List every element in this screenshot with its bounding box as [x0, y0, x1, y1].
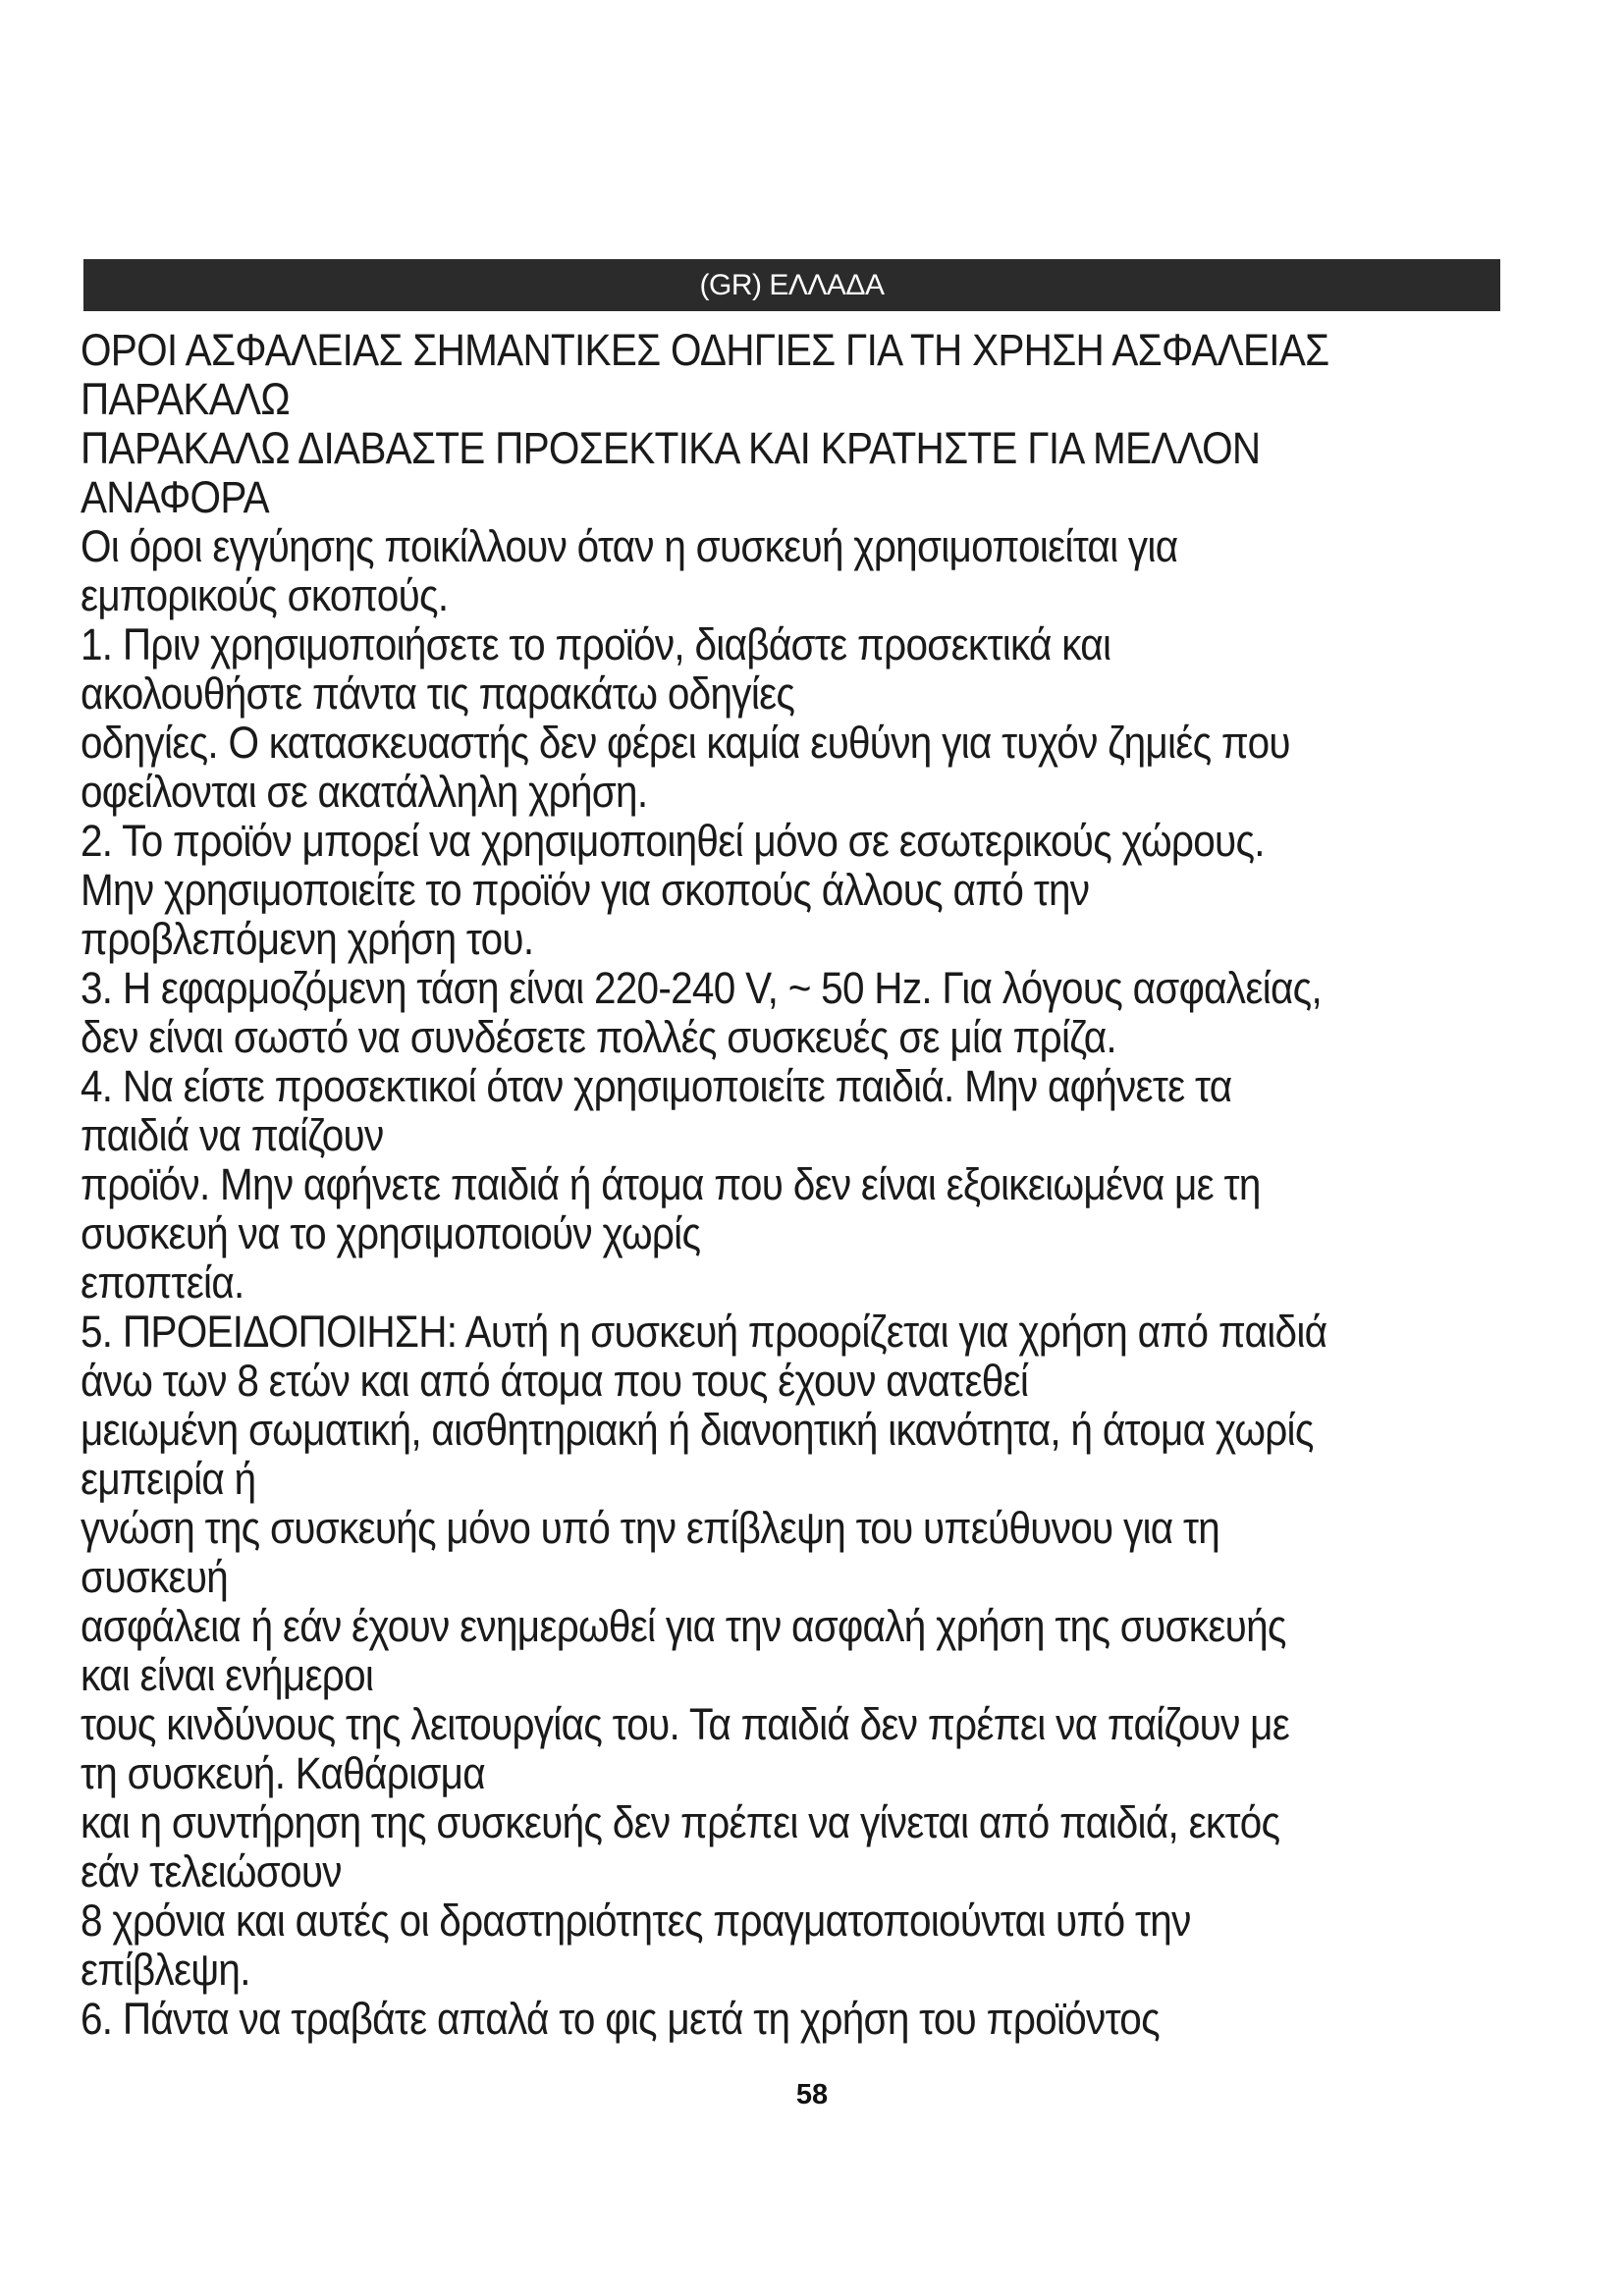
text-line: ΠΑΡΑΚΑΛΩ ΔΙΑΒΑΣΤΕ ΠΡΟΣΕΚΤΙΚΑ ΚΑΙ ΚΡΑΤΗΣΤΕ ΓΙΑ ΜΕΛΛΟΝ [81, 423, 1261, 473]
text-line: οφείλονται σε ακατάλληλη χρήση. [81, 767, 648, 817]
text-line: εποπτεία. [81, 1257, 244, 1308]
text-line: και είναι ενήμεροι [81, 1650, 374, 1700]
text-line: 5. ΠΡΟΕΙΔΟΠΟΙΗΣΗ: Αυτή η συσκευή προορίζεται για χρήση από παιδιά [81, 1307, 1327, 1357]
page-number: 58 [795, 2079, 829, 2110]
text-line: προβλεπόμενη χρήση του. [81, 914, 534, 964]
text-line: τους κινδύνους της λειτουργίας του. Τα παιδιά δεν πρέπει να παίζουν με [81, 1699, 1290, 1749]
language-header-bar [83, 259, 1500, 311]
language-label: (GR) ΕΛΛΑΔΑ [699, 269, 885, 301]
text-line: 1. Πριν χρησιμοποιήσετε το προϊόν, διαβάστε προσεκτικά και [81, 619, 1111, 669]
text-line: εάν τελειώσουν [81, 1846, 342, 1896]
text-line: γνώση της συσκευής μόνο υπό την επίβλεψη του υπεύθυνου για τη [81, 1503, 1220, 1553]
text-line: ακολουθήστε πάντα τις παρακάτω οδηγίες [81, 668, 795, 719]
text-line: μειωμένη σωματική, αισθητηριακή ή διανοητική ικανότητα, ή άτομα χωρίς [81, 1405, 1314, 1455]
text-line: άνω των 8 ετών και από άτομα που τους έχουν ανατεθεί [81, 1356, 1029, 1406]
text-line: εμπορικούς σκοπούς. [81, 570, 449, 620]
text-line: Οι όροι εγγύησης ποικίλλουν όταν η συσκευή χρησιμοποιείται για [81, 521, 1178, 571]
text-line: εμπειρία ή [81, 1454, 256, 1504]
text-line: 3. Η εφαρμοζόμενη τάση είναι 220-240 V, ~ 50 Hz. Για λόγους ασφαλείας, [81, 963, 1322, 1013]
text-line: συσκευή να το χρησιμοποιούν χωρίς [81, 1208, 701, 1258]
safety-instructions-text [81, 326, 1406, 2044]
text-line: επίβλεψη. [81, 1945, 250, 1995]
text-line: ασφάλεια ή εάν έχουν ενημερωθεί για την ασφαλή χρήση της συσκευής [81, 1601, 1286, 1651]
text-line: ΑΝΑΦΟΡΑ [81, 472, 269, 522]
text-line: 4. Να είστε προσεκτικοί όταν χρησιμοποιείτε παιδιά. Μην αφήνετε τα [81, 1061, 1232, 1111]
text-line: παιδιά να παίζουν [81, 1110, 384, 1160]
text-line: Μην χρησιμοποιείτε το προϊόν για σκοπούς άλλους από την [81, 865, 1090, 915]
text-line: δεν είναι σωστό να συνδέσετε πολλές συσκευές σε μία πρίζα. [81, 1012, 1116, 1062]
text-line: συσκευή [81, 1552, 229, 1602]
text-line: και η συντήρηση της συσκευής δεν πρέπει να γίνεται από παιδιά, εκτός [81, 1797, 1280, 1847]
text-line: 6. Πάντα να τραβάτε απαλά το φις μετά τη χρήση του προϊόντος [81, 1994, 1160, 2044]
text-line: 8 χρόνια και αυτές οι δραστηριότητες πραγματοποιούνται υπό την [81, 1896, 1191, 1946]
text-line: 2. Το προϊόν μπορεί να χρησιμοποιηθεί μόνο σε εσωτερικούς χώρους. [81, 816, 1265, 866]
text-line: ΠΑΡΑΚΑΛΩ [81, 374, 290, 424]
text-line: οδηγίες. Ο κατασκευαστής δεν φέρει καμία ευθύνη για τυχόν ζημιές που [81, 718, 1290, 768]
text-line: τη συσκευή. Καθάρισμα [81, 1748, 485, 1798]
text-line: προϊόν. Μην αφήνετε παιδιά ή άτομα που δεν είναι εξοικειωμένα με τη [81, 1159, 1261, 1209]
text-line: ΟΡΟΙ ΑΣΦΑΛΕΙΑΣ ΣΗΜΑΝΤΙΚΕΣ ΟΔΗΓΙΕΣ ΓΙΑ ΤΗ ΧΡΗΣΗ ΑΣΦΑΛΕΙΑΣ [81, 325, 1329, 375]
